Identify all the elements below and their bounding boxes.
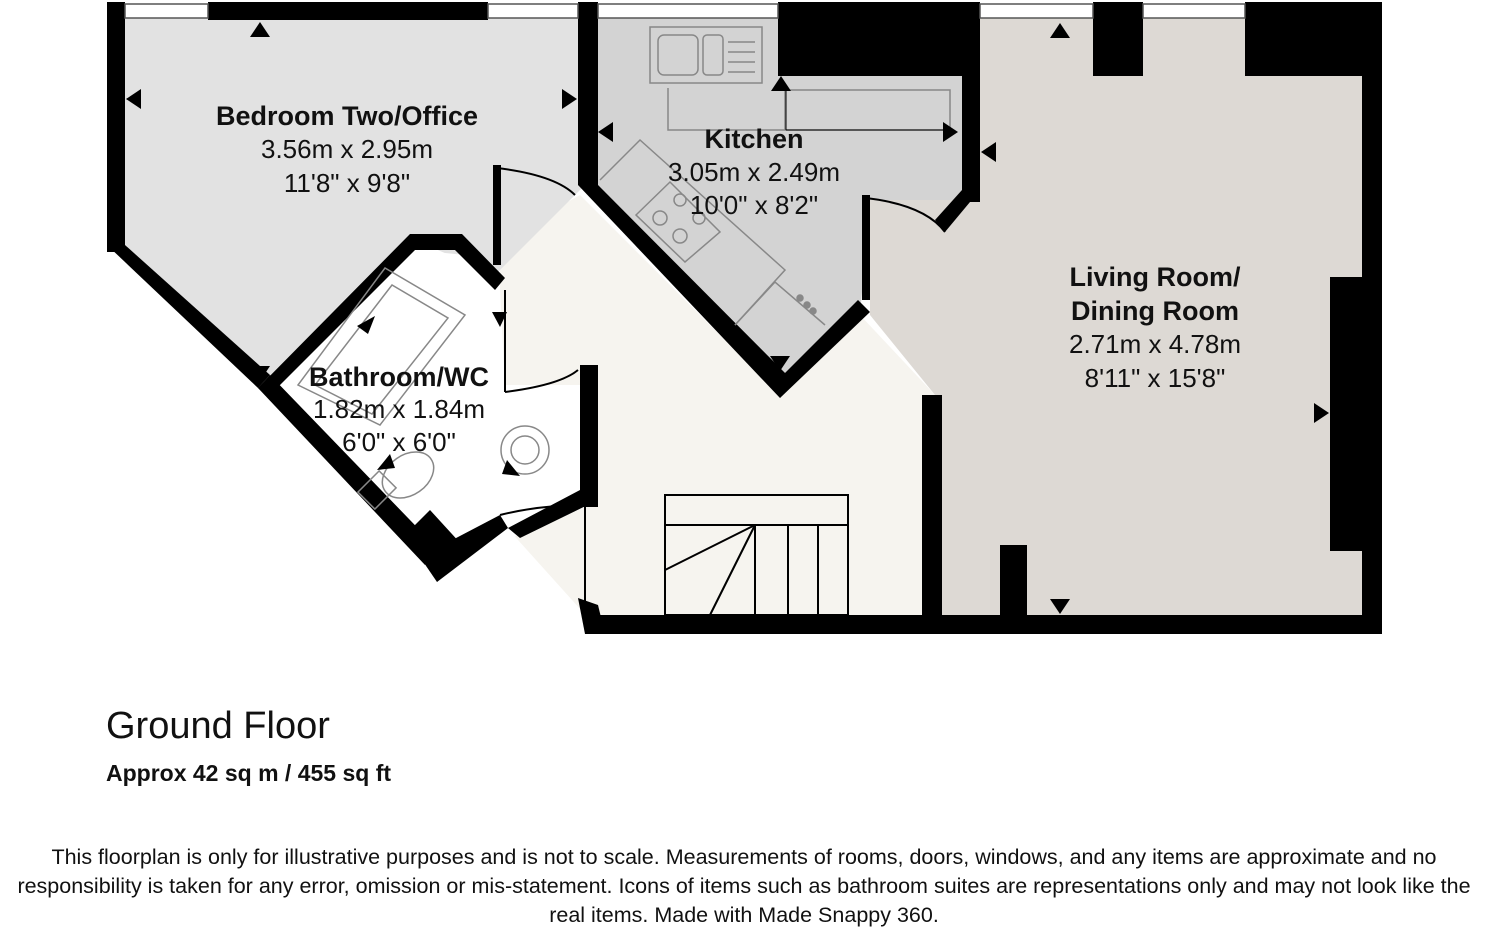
wall-top-right bbox=[1245, 2, 1382, 76]
appliance-knob bbox=[804, 302, 810, 308]
kitchen-metric: 3.05m x 2.49m bbox=[668, 157, 840, 187]
wall-bath-right bbox=[580, 365, 598, 507]
disclaimer-text: This floorplan is only for illustrative purposes and is not to scale. Measurements of rooms, doors, windows, and any items are approximate and no responsibility is taken for any error, omission or mis-statement. Icons of items such as bathroom suites are representations only and may not look like the real items. Made with Made Snappy 360. bbox=[17, 845, 1471, 927]
window-living-right bbox=[1143, 4, 1245, 18]
floor-area: Approx 42 sq m / 455 sq ft bbox=[106, 760, 392, 786]
window-bedroom-right bbox=[488, 4, 578, 18]
wall-living-left bbox=[922, 395, 942, 620]
bathroom-name: Bathroom/WC bbox=[309, 362, 489, 392]
wall-top-chimney bbox=[1093, 2, 1143, 76]
bedroom-name: Bedroom Two/Office bbox=[215, 101, 479, 131]
appliance-knob bbox=[797, 295, 803, 301]
wall-bedroom-left bbox=[107, 2, 125, 252]
bathroom-metric: 1.82m x 1.84m bbox=[313, 394, 485, 424]
living-metric: 2.71m x 4.78m bbox=[1069, 329, 1241, 359]
wall-bedroom-right bbox=[578, 2, 598, 185]
wall-kitchen-right bbox=[962, 2, 980, 202]
wall-bottom bbox=[585, 615, 1382, 634]
living-imperial: 8'11" x 15'8" bbox=[1084, 363, 1226, 393]
window-bedroom-left bbox=[125, 4, 208, 18]
bathroom-imperial: 6'0" x 6'0" bbox=[342, 427, 456, 457]
living-name-line1: Living Room/ bbox=[1069, 262, 1241, 292]
wall-right-chimney bbox=[1330, 277, 1382, 551]
living-name-line2: Dining Room bbox=[1071, 296, 1239, 326]
wall-top-kitchen bbox=[778, 2, 980, 76]
kitchen-imperial: 10'0" x 8'2" bbox=[689, 190, 819, 220]
bedroom-imperial: 11'8" x 9'8" bbox=[283, 168, 411, 198]
appliance-knob bbox=[810, 308, 816, 314]
floor-title: Ground Floor bbox=[106, 705, 330, 747]
window-kitchen bbox=[598, 4, 778, 18]
bedroom-metric: 3.56m x 2.95m bbox=[261, 134, 433, 164]
window-living-left bbox=[980, 4, 1093, 18]
kitchen-name: Kitchen bbox=[704, 124, 804, 154]
wall-top-bedroom-mid bbox=[208, 2, 488, 20]
wall-bottom-post bbox=[1000, 545, 1027, 620]
